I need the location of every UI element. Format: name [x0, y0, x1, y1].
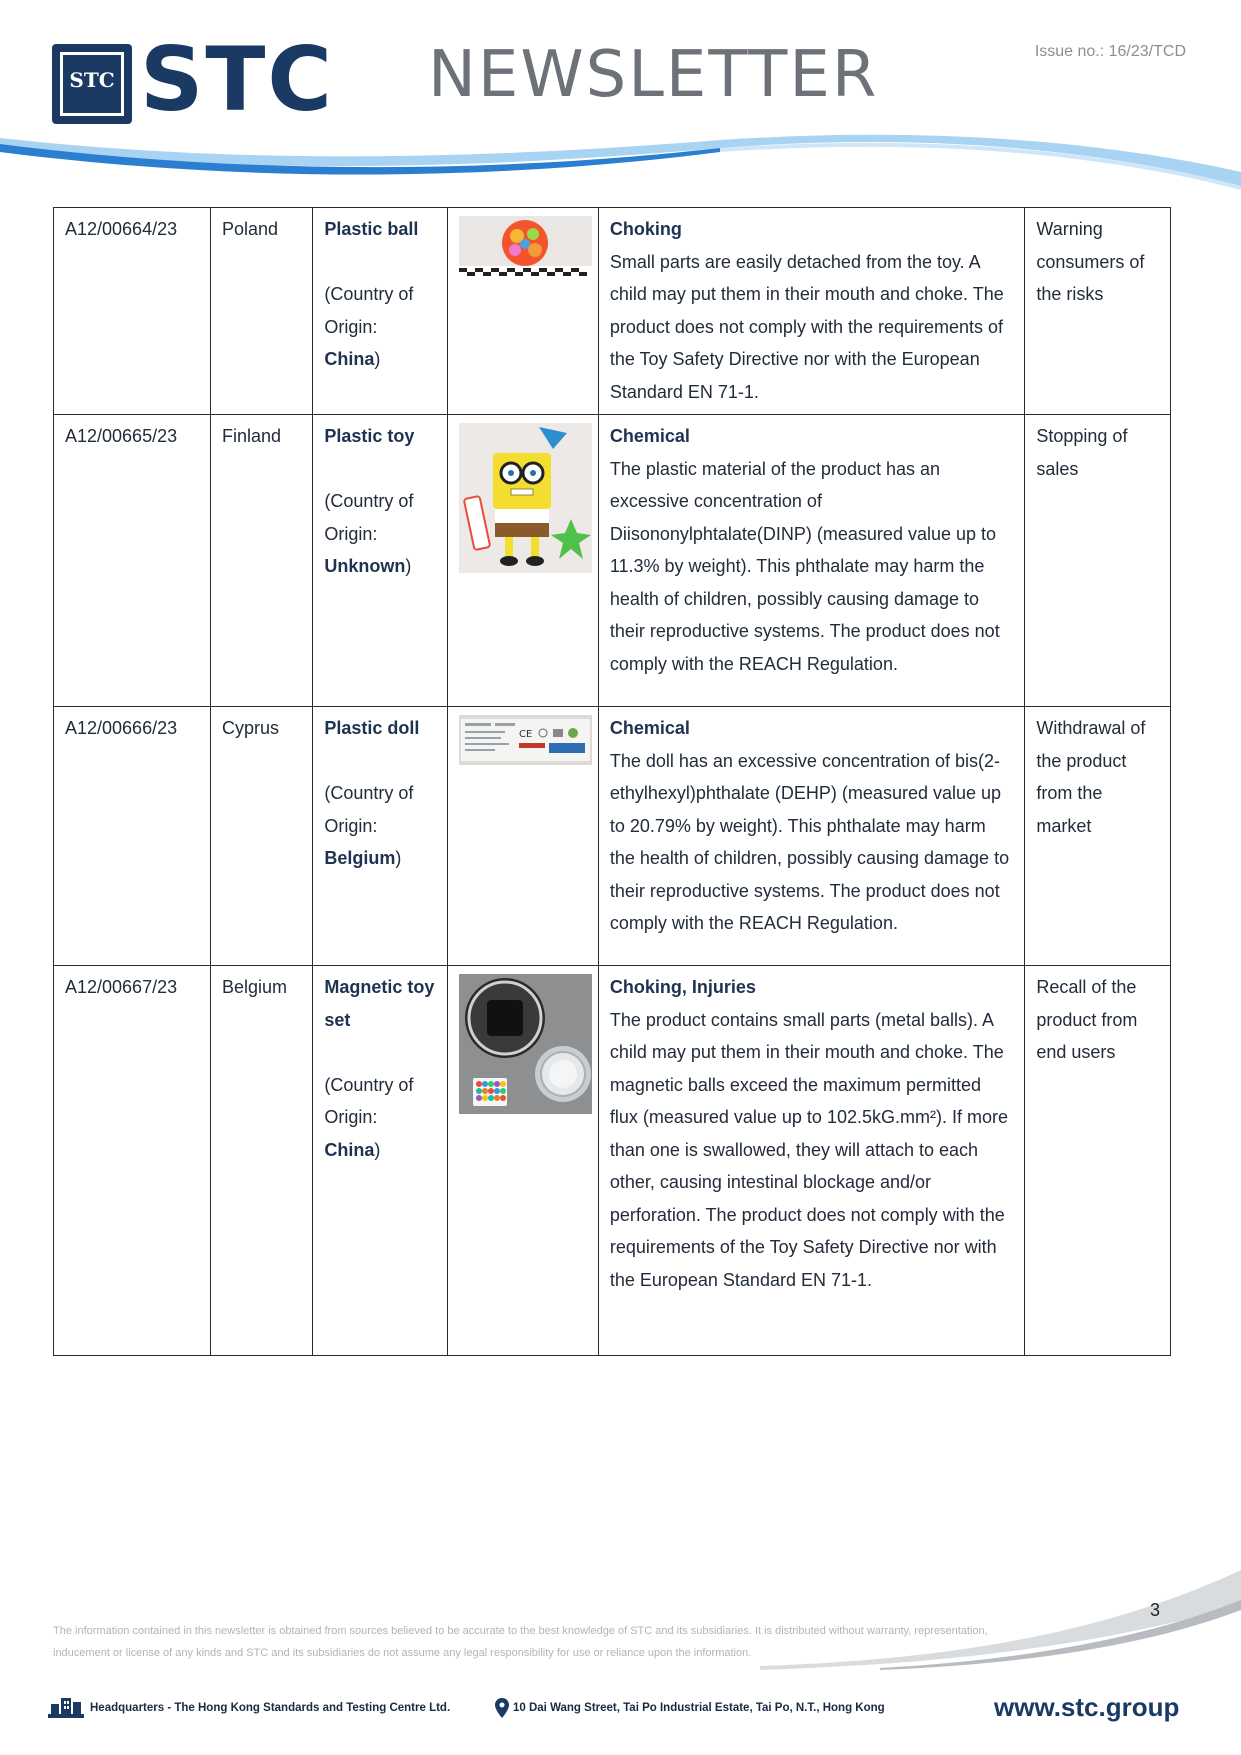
recall-country: Cyprus	[210, 707, 312, 966]
website-link[interactable]: www.stc.group	[994, 1692, 1180, 1722]
recall-id: A12/00667/23	[54, 966, 211, 1356]
product-name: Plastic toy	[324, 426, 415, 446]
risk-type: Chemical	[609, 718, 690, 738]
issue-number: Issue no.: 16/23/TCD	[1034, 43, 1186, 60]
origin-country: Belgium	[324, 848, 396, 868]
table-row	[54, 415, 1171, 707]
newsletter-title: NEWSLETTER	[428, 38, 879, 112]
product-photo-cell	[447, 208, 598, 415]
product-name: Plastic doll	[324, 718, 420, 738]
risk-type: Choking	[609, 219, 682, 239]
svg-text:CE: CE	[518, 729, 532, 740]
measures-taken: Withdrawal of the product from the market	[1025, 707, 1171, 966]
product-photo-cell	[447, 415, 598, 707]
hazard-description-cell	[598, 208, 1025, 415]
magnetic-balls-tin-photo	[459, 974, 592, 1114]
product-name: Magnetic toy set	[324, 977, 435, 1030]
recall-table	[53, 207, 1171, 1356]
page-header	[0, 0, 1241, 200]
table-row	[54, 707, 1171, 966]
origin-close: )	[405, 556, 412, 576]
stc-logo-text: STC	[140, 28, 334, 131]
measures-taken: Recall of the product from end users	[1025, 966, 1171, 1356]
hazard-description: Small parts are easily detached from the toy. A child may put them in their mouth and choke. The product does not comply with the requirements of the Toy Safety Directive nor with the European Standard EN 71-1.	[609, 251, 1004, 402]
stc-logo-mark	[52, 44, 132, 124]
measures-taken: Warning consumers of the risks	[1025, 208, 1171, 415]
header-wave-decoration	[0, 130, 1241, 200]
hazard-description: The product contains small parts (metal balls). A child may put them in their mouth and choke. The magnetic balls exceed the maximum permitted flux (measured value up to 102.5kG.mm²). If more than one is swallowed, they will attach to each other, causing intestinal blockage and/or perforation. The product does not comply with the requirements of the Toy Safety Directive nor with the European Standard EN 71-1.	[609, 1009, 1008, 1290]
stc-logo-glyph: STC	[69, 68, 115, 92]
recall-country: Finland	[210, 415, 312, 707]
product-cell	[313, 707, 447, 966]
origin-country: Unknown	[324, 556, 406, 576]
origin-label: (Country of Origin:	[324, 783, 414, 836]
product-cell	[313, 966, 447, 1356]
disclaimer-text: The information contained in this newsletter is obtained from sources believed to be accurate to the best knowledge of STC and its subsidiaries. It is distributed without warranty, representation, inducement or license of any kinds and STC and its subsidiaries do not assume any legal responsibility for use or reliance upon the information.	[53, 1625, 988, 1659]
origin-close: )	[374, 349, 381, 369]
recall-id: A12/00666/23	[54, 707, 211, 966]
table-row	[54, 966, 1171, 1356]
headquarters-text: Headquarters - The Hong Kong Standards and Testing Centre Ltd.	[90, 1702, 451, 1714]
risk-type: Choking, Injuries	[609, 977, 756, 997]
origin-label: (Country of Origin:	[324, 1074, 414, 1127]
recall-id: A12/00664/23	[54, 208, 211, 415]
origin-close: )	[395, 848, 402, 868]
hazard-description-cell	[598, 415, 1025, 707]
origin-country: China	[324, 349, 375, 369]
table-row	[54, 208, 1171, 415]
recall-id: A12/00665/23	[54, 415, 211, 707]
location-pin-icon	[495, 1698, 509, 1718]
product-photo-cell	[447, 966, 598, 1356]
product-name: Plastic ball	[324, 219, 419, 239]
product-cell	[313, 208, 447, 415]
address-text: 10 Dai Wang Street, Tai Po Industrial Estate, Tai Po, N.T., Hong Kong	[513, 1702, 885, 1714]
page-number: 3	[1150, 1600, 1161, 1620]
origin-label: (Country of Origin:	[324, 284, 414, 337]
hazard-description: The doll has an excessive concentration of bis(2-ethylhexyl)phthalate (DEHP) (measured value up to 20.79% by weight). This phthalate may harm the health of children, possibly causing damage to their reproductive systems. The product does not comply with the REACH Regulation.	[609, 750, 1010, 933]
origin-close: )	[374, 1139, 381, 1160]
hazard-description-cell	[598, 966, 1025, 1356]
product-photo-cell	[447, 707, 598, 966]
risk-type: Chemical	[609, 426, 690, 446]
hazard-description: The plastic material of the product has an excessive concentration of Diisononylphtalate(DINP) (measured value up to 11.3% by weight). This phthalate may harm the health of children, possibly causing damage to their reproductive systems. The product does not comply with the REACH Regulation.	[609, 458, 1000, 674]
origin-country: China	[324, 1139, 375, 1160]
product-cell	[313, 415, 447, 707]
recall-country: Belgium	[210, 966, 312, 1356]
hazard-description-cell	[598, 707, 1025, 966]
building-icon	[48, 1696, 84, 1718]
doll-packaging-label-photo	[459, 715, 592, 765]
origin-label: (Country of Origin:	[324, 491, 414, 544]
page-footer	[48, 1690, 1188, 1730]
measures-taken: Stopping of sales	[1025, 415, 1171, 707]
stc-logo	[52, 28, 352, 131]
recall-country: Poland	[210, 208, 312, 415]
cartoon-figure-toy-photo	[459, 423, 592, 573]
spiky-plastic-ball-photo	[459, 216, 592, 278]
